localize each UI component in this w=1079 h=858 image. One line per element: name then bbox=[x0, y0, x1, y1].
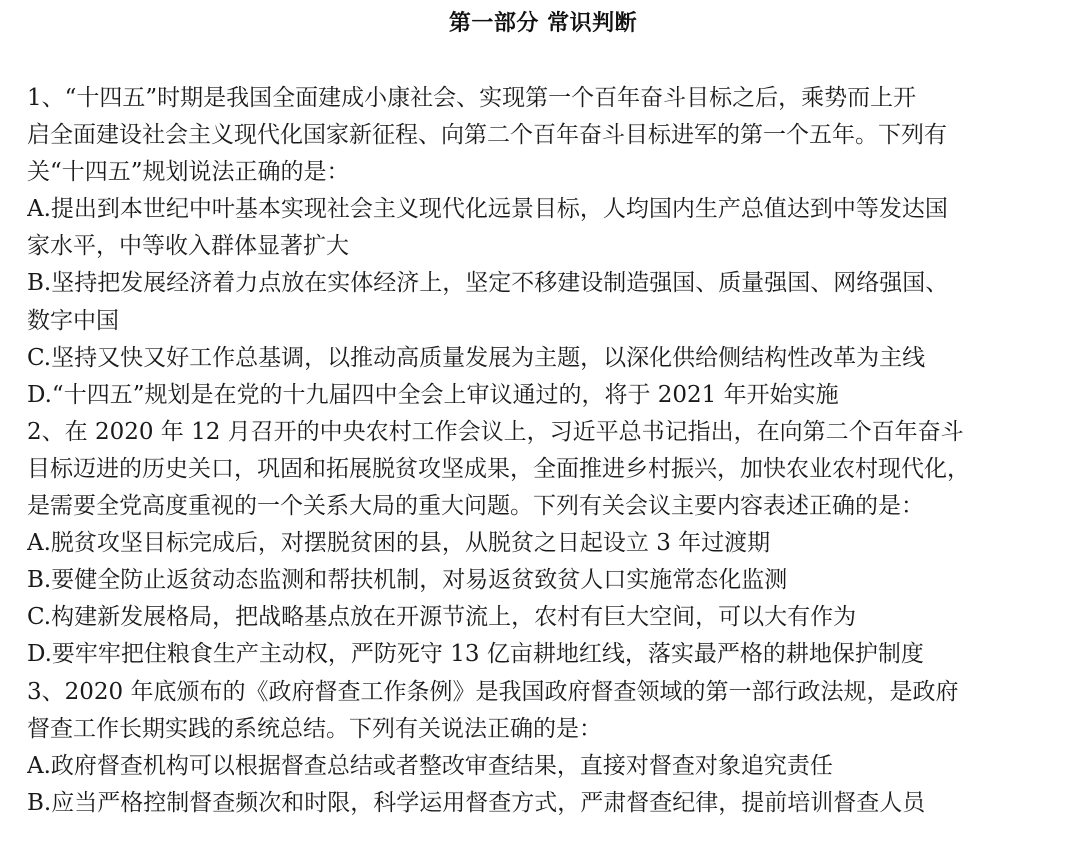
option-b-line: 数字中国 bbox=[27, 307, 119, 334]
option-b-line: B.要健全防止返贫动态监测和帮扶机制，对易返贫致贫人口实施常态化监测 bbox=[27, 567, 788, 594]
question-2 bbox=[27, 414, 1059, 674]
option-a-line: A.脱贫攻坚目标完成后，对摆脱贫困的县，从脱贫之日起设立 3 年过渡期 bbox=[27, 530, 771, 557]
question-list bbox=[27, 80, 1059, 822]
question-stem-line: 3、2020 年底颁布的《政府督查工作条例》是我国政府督查领域的第一部行政法规，是政府 bbox=[27, 678, 959, 705]
question-stem-line: 关“十四五”规划说法正确的是： bbox=[27, 159, 350, 186]
section-title: 第一部分 常识判断 bbox=[448, 11, 638, 36]
option-b-line: B.应当严格控制督查频次和时限，科学运用督查方式，严肃督查纪律，提前培训督查人员 bbox=[27, 789, 926, 816]
question-stem-line: 目标迈进的历史关口，巩固和拓展脱贫攻坚成果，全面推进乡村振兴，加快农业农村现代化， bbox=[27, 455, 970, 482]
option-d-line: D.“十四五”规划是在党的十九届四中全会上审议通过的，将于 2021 年开始实施 bbox=[27, 381, 839, 408]
option-c-line: C.坚持又快又好工作总基调，以推动高质量发展为主题，以深化供给侧结构性改革为主线 bbox=[27, 344, 926, 371]
option-d-line: D.要牢牢把住粮食生产主动权，严防死守 13 亿亩耕地红线，落实最严格的耕地保护制度 bbox=[27, 641, 924, 668]
question-stem-line: 2、在 2020 年 12 月召开的中央农村工作会议上，习近平总书记指出，在向第二个百年奋斗 bbox=[27, 418, 964, 445]
option-a-line: 家水平，中等收入群体显著扩大 bbox=[27, 233, 349, 260]
question-stem-line: 是需要全党高度重视的一个关系大局的重大问题。下列有关会议主要内容表述正确的是： bbox=[27, 493, 924, 520]
question-3 bbox=[27, 674, 1059, 822]
option-c-line: C.构建新发展格局，把战略基点放在开源节流上，农村有巨大空间，可以大有作为 bbox=[27, 604, 857, 631]
option-a-line: A.提出到本世纪中叶基本实现社会主义现代化远景目标，人均国内生产总值达到中等发达国 bbox=[27, 196, 948, 223]
option-b-line: B.坚持把发展经济着力点放在实体经济上，坚定不移建设制造强国、质量强国、网络强国、 bbox=[27, 270, 949, 297]
question-1 bbox=[27, 80, 1059, 414]
question-stem-line: 启全面建设社会主义现代化国家新征程、向第二个百年奋斗目标进军的第一个五年。下列有 bbox=[27, 122, 947, 149]
option-a-line: A.政府督查机构可以根据督查总结或者整改审查结果，直接对督查对象追究责任 bbox=[27, 752, 833, 779]
question-stem-line: 督查工作长期实践的系统总结。下列有关说法正确的是： bbox=[27, 715, 602, 742]
question-stem-line: 1、“十四五”时期是我国全面建成小康社会、实现第一个百年奋斗目标之后，乘势而上开 bbox=[27, 85, 917, 111]
